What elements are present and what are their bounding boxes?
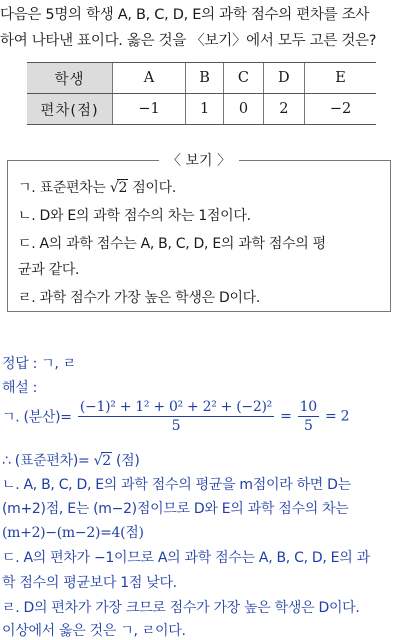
student-cell: D <box>263 63 304 94</box>
student-cell: A <box>113 63 186 94</box>
conclusion: 이상에서 옳은 것은 ㄱ, ㄹ이다. <box>2 623 186 639</box>
answer-label: 정답 : ㄱ, ㄹ <box>2 356 76 372</box>
explain-l-line3: (m+2)−(m−2)=4(점) <box>2 525 144 541</box>
sqrt-radicand: 2 <box>118 180 128 196</box>
explain-label: 해설 : <box>2 380 38 396</box>
bogi-item-c: ㄷ. A의 과학 점수는 A, B, C, D, E의 과학 점수의 평 <box>18 236 326 252</box>
explain-d-line1: ㄷ. A의 편차가 −1이므로 A의 과학 점수는 A, B, C, D, E의 과 <box>2 550 370 566</box>
deviation-cell: −2 <box>305 94 377 125</box>
table-header-row <box>27 63 376 94</box>
header-label-cell: 학생 <box>27 63 113 94</box>
bogi-box <box>7 153 391 312</box>
row-label-cell: 편차(점) <box>27 94 113 125</box>
sd-line: ∴ (표준편차)= √2 (점) <box>2 453 140 469</box>
variance-equation: ㄱ. (분산)= $\frac{\text{(−1)² + 1² + 0² + 2² + (−2)²}}{5}$ = $\frac{10}{5}$ = 2 <box>2 399 350 434</box>
variance-fraction-2: $\frac{10}{5}$ <box>299 399 317 434</box>
variance-fraction: $\frac{\text{(−1)² + 1² + 0² + 2² + (−2)²}}{5}$ <box>79 399 272 434</box>
bogi-item-d: ㄹ. 과학 점수가 가장 높은 학생은 D이다. <box>18 290 261 306</box>
deviation-table <box>27 62 376 125</box>
student-cell: C <box>224 63 264 94</box>
question-line-1: 다음은 5명의 학생 A, B, C, D, E의 과학 점수의 편차를 조사 <box>0 7 370 23</box>
question-text <box>0 2 400 54</box>
student-cell: E <box>305 63 377 94</box>
explain-l-line2: (m+2)점, E는 (m−2)점이므로 D와 E의 과학 점수의 차는 <box>2 501 349 517</box>
table-deviation-row <box>27 94 376 125</box>
explain-l-line1: ㄴ. A, B, C, D, E의 과학 점수의 평균을 m점이라 하면 D는 <box>2 477 351 493</box>
explain-d-line2: 학 점수의 평균보다 1점 낮다. <box>2 575 177 591</box>
bogi-title: 〈 보기 〉 <box>159 153 239 169</box>
bogi-item-b: ㄴ. D와 E의 과학 점수의 차는 1점이다. <box>18 208 251 224</box>
student-cell: B <box>186 63 224 94</box>
deviation-cell: 0 <box>224 94 264 125</box>
explain-r-line: ㄹ. D의 편차가 가장 크므로 점수가 가장 높은 학생은 D이다. <box>2 600 360 616</box>
deviation-cell: 1 <box>186 94 224 125</box>
deviation-cell: −1 <box>113 94 186 125</box>
bogi-item-c-cont: 균과 같다. <box>18 262 80 278</box>
deviation-cell: 2 <box>263 94 304 125</box>
bogi-item-a: ㄱ. 표준편차는 √2 점이다. <box>18 180 177 196</box>
question-line-2: 하여 나타낸 표이다. 옳은 것을 〈보기〉에서 모두 고른 것은? <box>0 33 377 49</box>
